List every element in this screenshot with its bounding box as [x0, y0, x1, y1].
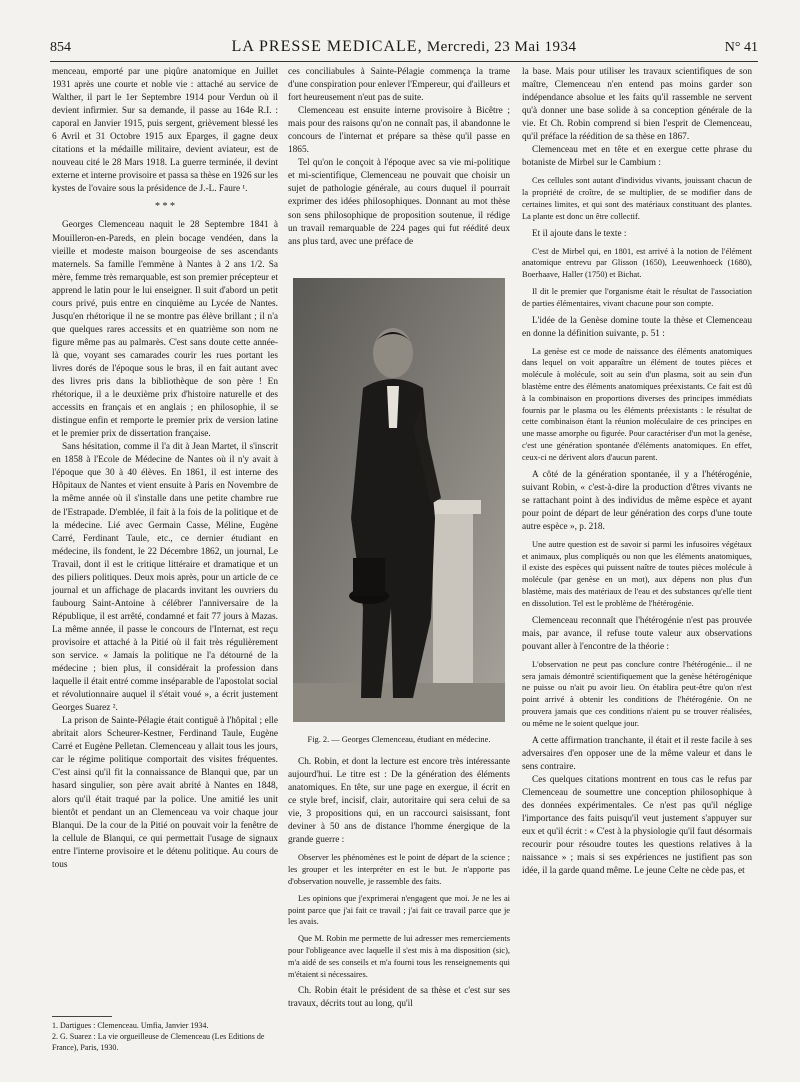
- journal-name: LA PRESSE MEDICALE,: [231, 38, 423, 55]
- paragraph: Clemenceau reconnaît que l'hétérogénie n'est pas prouvée mais, par avance, il refuse toute valeur aux observations pouvant aller à l'encontre de la théorie :: [522, 615, 752, 652]
- footnote-2: 2. G. Suarez : La vie orgueilleuse de Clemenceau (Les Editions de France), Paris, 1930.: [52, 1032, 265, 1052]
- column-1: [52, 66, 278, 872]
- footnote-rule: [52, 1016, 112, 1017]
- quotation: Ces cellules sont autant d'individus vivants, jouissant chacun de la propriété de croître, de se multiplier, de se modifier dans de certaines limites, et qui sont des matériaux constituant des plantes. La plante est donc un être collectif.: [522, 176, 752, 221]
- journal-title: [50, 38, 758, 56]
- footnotes: [52, 1012, 278, 1053]
- column-3: [522, 66, 752, 878]
- quotation: Une autre question est de savoir si parmi les infusoires végétaux et animaux, plus compliqués ou non que les éléments anatomiques, il existe des espèces qui puissent naître de toutes pièces molécule à molécule (par genèse en un mot), aux dépens non plus d'un blastème, mais des matériaux de l'eau et des substances qu'elle tient en dissolution. Tel est le problème de l'hétérogénie.: [522, 539, 752, 608]
- column-2-continued: [288, 756, 510, 1011]
- page-number: 854: [50, 40, 71, 55]
- quotation: La genèse est ce mode de naissance des éléments anatomiques dans lequel on voit apparaître un élément de toutes pièces et molécule à molécule, soit au sein d'un plasma, soit au sein d'un blastème entre des éléments anatomiques préexistants. Ce fait est dû à la combinaison en proportions diverses des principes immédiats fournis par le plasma ou les éléments préexistants : le résultat de cette combinaison étant la réunion moléculaire de ces principes en une masse amorphe ou figurée. Pour caractériser d'un mot la genèse, c'est une génération spontanée d'éléments anatomiques. En effet, ceux-ci ne dérivent alors d'aucun parent.: [522, 346, 752, 462]
- figure-caption: Fig. 2. — Georges Clemenceau, étudiant en médecine.: [307, 735, 491, 744]
- paragraph: la base. Mais pour utiliser les travaux scientifiques de son maître, Clemenceau n'en entend pas moins garder son indépendance absolue et les faits qu'il rassemble ne servent qu'à donner une base solide à sa conception générale de la vie. Et Ch. Robin comprend si bien l'esprit de Clemenceau, qu'il préface la réédition de sa thèse en 1867.: [522, 67, 752, 143]
- portrait-photograph: [293, 278, 505, 722]
- paragraph: Ces quelques citations montrent en tous cas le refus par Clemenceau de soumettre une conception philosophique à des données expérimentales. Ce n'est pas qu'il néglige l'importance des faits puisqu'il veut justement s'appuyer sur eux et qu'il écrit : « C'est à la physiologie qu'il faut désormais recourir pour résoudre toutes les questions relatives à la naissance » ; mais si ses expériences ne justifient pas son idée, il la garde quand même. Le jeune Celte ne cède pas, et: [522, 774, 752, 877]
- quotation: Les opinions que j'exprimerai n'engagent que moi. Je ne les ai point parce que j'ai fait ce travail ; j'ai fait ce travail parce que je les avais.: [288, 893, 510, 927]
- paragraph: Georges Clemenceau naquit le 28 Septembre 1841 à Mouilleron-en-Pareds, en plein bocage vendéen, dans la vieille et modeste maison bourgeoise de ses ascendants maternels. Sa famille l'emmène à Nantes à 2 ans 1/2. Sa mère, femme très remarquable, est son premier précepteur et apprend le latin pour le lui enseigner. Il suit d'abord un petit cours privé, puis entre en cinquième au Lycée de Nantes. Jusqu'en rhétorique il ne se montre pas élève brillant ; il n'a que quelques rares accessits et en quatrième son nom ne figure même pas au palmarès. C'est sans doute cette année-là que, voyant ses camarades courir les rues portant les livres dorés de l'époque sous le bras, il en fait autant avec des livres pris dans la bibliothèque de son père ! En rhétorique, il a le deuxième prix d'histoire naturelle et des accessits en français et en anglais ; en philosophie, il se distingue enfin et remporte le premier prix de version latine et le premier prix de dissertation française.: [52, 220, 278, 440]
- section-stars: * * *: [155, 201, 175, 213]
- quotation: Il dit le premier que l'organisme était le résultat de l'association de parties élémentaires, vivant chacune pour son compte.: [522, 287, 752, 308]
- paragraph: A côté de la génération spontanée, il y a l'hétérogénie, suivant Robin, « c'est-à-dire la production d'êtres vivants ne se rattachant point à des individus de même espèce et ayant pour point de départ de leur génération des corps d'une toute autre espèce », p. 218.: [522, 469, 752, 532]
- quotation: C'est de Mirbel qui, en 1801, est arrivé à la notion de l'élément anatomique entrevu par Glisson (1650), Leeuwenhoeck (1680), Boerhaave, Haller (1750) et Bichat.: [522, 246, 752, 280]
- paragraph: ces conciliabules à Sainte-Pélagie commença la trame d'une conspiration pour enlever l'Empereur, qui d'ailleurs et fort heureusement n'eut pas de suite.: [288, 67, 510, 104]
- issue-number: N° 41: [724, 40, 758, 55]
- quotation: L'observation ne peut pas conclure contre l'hétérogénie... il ne sera jamais démontré scientifiquement que la genèse hétérogénique ne puisse ou n'ait pu avoir lieu. On établira peut-être qu'on n'est point arrivé à obtenir les conditions de l'hétérogénie. On ne prouvera jamais que ces conditions n'aient pu se trouver réalisées, ou même ne le soient quelque jour.: [522, 659, 752, 728]
- paragraph: A cette affirmation tranchante, il était et il reste facile à ses adversaires d'en opposer une de la même valeur et dans le sens contraire.: [522, 735, 752, 772]
- paragraph: Sans hésitation, comme il l'a dit à Jean Martet, il s'inscrit en 1858 à l'Ecole de Médecine de Nantes où il n'y avait à l'époque que 30 à 40 élèves. En 1861, il est interne des Hôpitaux de Nantes et vient ensuite à Paris en Novembre de la même année où il s'installe dans une petite chambre rue de l'Estrapade. D'emblée, il fait à la fois de la politique et de la médecine. Lié avec Germain Casse, Méline, Eugène Carré, Ferdinant Taule, etc., ce dernier étudiant en médecine, ils fondent, le 22 Décembre 1862, un journal, Le Travail, dont il est le critique littéraire et dramatique et un des piliers politiques. Deux mois après, pour un article de ce journal et un affichage de placards invitant les ouvriers du faubourg Saint-Antoine à célébrer l'anniversaire de la République, il est arrêté, condamné et fait 77 jours à Mazas. La même année, il passe le concours de l'Internat, est reçu provisoire et attaché à la Pitié où il fait très régulièrement son service. « Jamais la politique ne l'a détourné de la médecine ; bien plus, il considérait la profession dans laquelle il était entré comme inséparable de l'apostolat social et révolutionnaire auquel il s'était voué », a écrit justement Georges Suarez ².: [52, 442, 278, 714]
- column-2: [288, 66, 510, 249]
- paragraph: L'idée de la Genèse domine toute la thèse et Clemenceau en donne la définition suivante, p. 51 :: [522, 315, 752, 339]
- quotation: Observer les phénomènes est le point de départ de la science ; les grouper et les interpréter en est le but. Je n'apporte pas d'observation nouvelle, je rassemble des faits.: [288, 853, 510, 886]
- paragraph: menceau, emporté par une piqûre anatomique en Juillet 1931 après une courte et noble vie : attaché au service de Walther, il part le 1er Septembre 1914 pour Verdun où il devient infirmier. Sur sa demande, il passe au 164e R.I. : caporal en Janvier 1915, puis sergent, grièvement blessé les 6 Avril et 31 Octobre 1915 aux Eparges, il gagne deux citations et la médaille militaire, devient aviateur, est de nouveau cité le 28 Mars 1918. La guerre terminée, il devint externe et interne provisoire et passa sa thèse en 1926 sur les kystes de l'ovaire sous la présidence de J.-L. Faure ¹.: [52, 67, 278, 195]
- paragraph: Tel qu'on le conçoit à l'époque avec sa vie mi-politique et mi-scientifique, Clemenceau ne pouvait que choisir un sujet de pathologie générale, au cours duquel il pourrait exprimer des idées philosophiques. Donnant au mot thèse son sens philosophique de proposition soutenue, il rédige un travail remarquable de 224 pages qui fut réédité deux ans plus tard, avec une préface de: [288, 158, 510, 247]
- quotation: Que M. Robin me permette de lui adresser mes remerciements pour l'obligeance avec laquelle il s'est mis à ma disposition (sic), m'a aidé de ses conseils et m'a fourni tous les renseignements qui m'étaient si nécessaires.: [288, 934, 510, 979]
- paragraph: Ch. Robin, et dont la lecture est encore très intéressante aujourd'hui. Le titre est : De la génération des éléments anatomiques. En tête, sur une page en exergue, il écrit en ce style bref, incisif, clair, autoritaire qui sera celui de sa vie, 3 propositions qui, en un raccourci saisissant, font deviner à 50 ans de distance l'homme énergique de la grande guerre :: [288, 757, 510, 846]
- issue-date: Mercredi, 23 Mai 1934: [426, 39, 577, 55]
- paragraph: La prison de Sainte-Pélagie était contiguë à l'hôpital ; elle abritait alors Scheurer-Kestner, Ferdinand Taule, Eugène Carré et Eugène Pelletan. Clemenceau y allait tous les jours, car le régime politique comportait des visites fréquentes. C'est ainsi qu'il fit la connaissance de Blanqui que, par un hasard singulier, son père avait abrité à Nantes en 1848, alors qu'il était traqué par la police. Une amitié les unit bientôt et pendant un an Clemenceau va voir chaque jour Blanqui. De la cour de la Pitié on pouvait voir la fenêtre de la cellule de Blanqui, ce qui permettait l'usage de signaux entre l'interne provisoire et le détenu politique. Au cours de tous: [52, 716, 278, 870]
- portrait-image: [293, 278, 505, 722]
- paragraph: Ch. Robin était le président de sa thèse et c'est sur ses travaux, décrits tout au long, qu'il: [288, 986, 510, 1010]
- paragraph: Clemenceau met en tête et en exergue cette phrase du botaniste de Mirbel sur le Cambium :: [522, 145, 752, 169]
- running-header: [50, 38, 758, 62]
- paragraph: Et il ajoute dans le texte :: [532, 228, 627, 239]
- paragraph: Clemenceau est ensuite interne provisoire à Bicêtre ; mais pour des raisons qu'on ne connaît pas, il abandonne le concours de l'internat et prépare sa thèse qu'il passe en 1865.: [288, 106, 510, 156]
- footnote-1: 1. Dartigues : Clemenceau. Umfia, Janvier 1934.: [52, 1021, 209, 1030]
